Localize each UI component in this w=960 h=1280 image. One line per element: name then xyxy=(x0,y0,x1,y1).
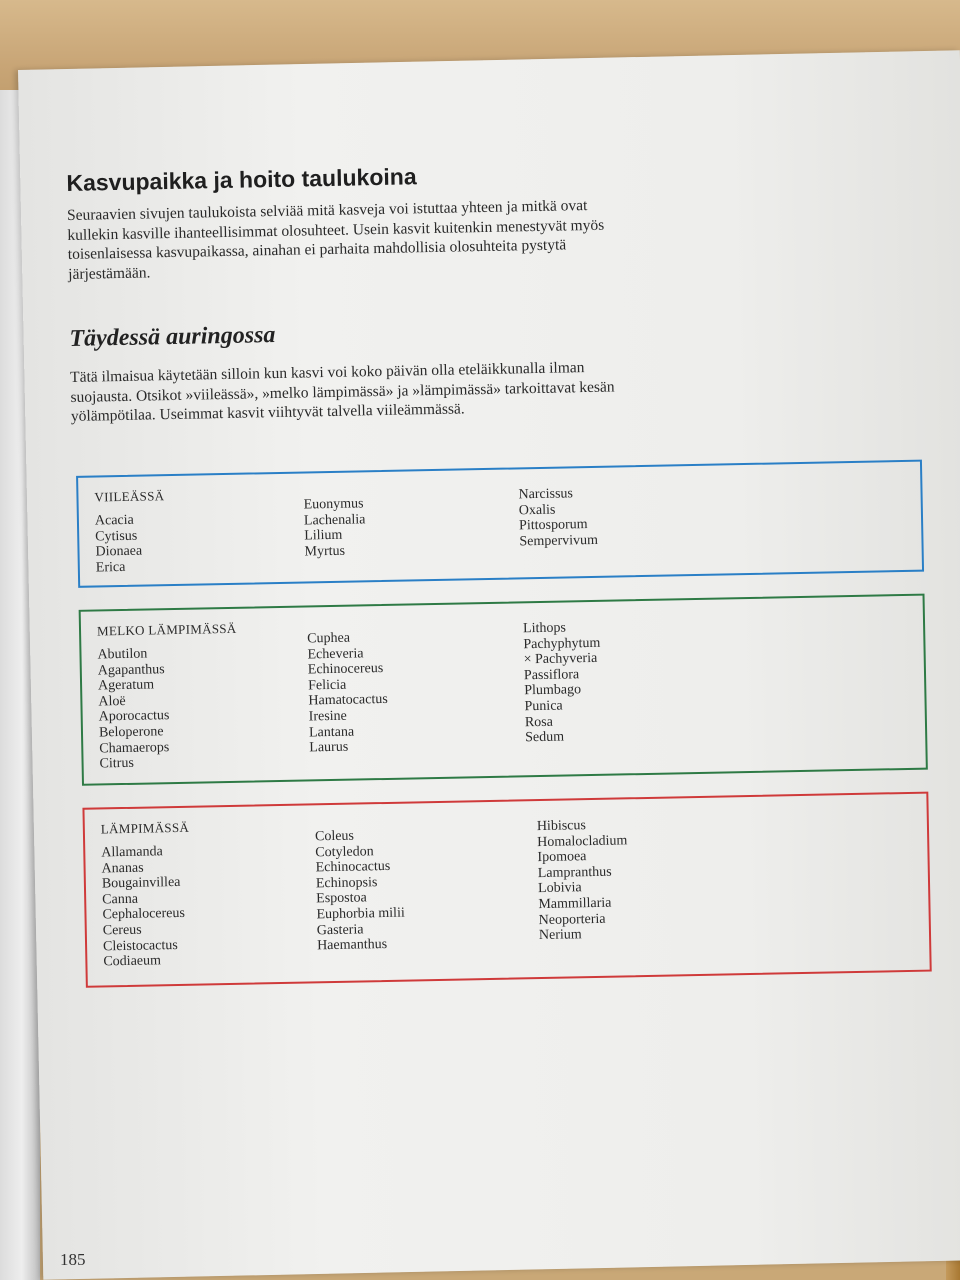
plant-name: Echinopsis xyxy=(315,874,378,892)
plant-name: Punica xyxy=(524,698,563,715)
plant-name: Echinocactus xyxy=(315,859,391,876)
plant-name: Euonymus xyxy=(303,496,364,513)
group-heading: LÄMPIMÄSSÄ xyxy=(100,819,190,837)
plant-name: Citrus xyxy=(99,755,134,772)
plant-name: Cotyledon xyxy=(315,843,374,860)
plant-name: Acacia xyxy=(94,512,134,529)
plant-name: Lachenalia xyxy=(303,511,366,529)
plant-group-warm xyxy=(82,792,931,988)
plant-name: Sedum xyxy=(525,729,565,746)
plant-name: Ananas xyxy=(101,860,144,877)
plant-name: Ageratum xyxy=(97,677,155,694)
plant-column xyxy=(315,828,406,954)
plant-name: Beloperone xyxy=(98,724,164,741)
plant-name: Plumbago xyxy=(524,682,582,699)
plant-name: Lilium xyxy=(304,527,343,544)
plant-name: Oxalis xyxy=(518,502,556,518)
plant-group-fairly-warm xyxy=(79,594,928,786)
plant-name: Felicia xyxy=(307,677,347,694)
plant-name: Euphorbia milii xyxy=(316,905,405,923)
plant-name: Cleistocactus xyxy=(102,937,178,954)
plant-name: Echinocereus xyxy=(307,661,384,678)
plant-name: Abutilon xyxy=(97,646,148,663)
page-number: 185 xyxy=(60,1250,86,1269)
plant-column xyxy=(101,844,186,970)
plant-group-cool xyxy=(76,460,924,588)
plant-name: Agapanthus xyxy=(97,661,165,679)
plant-name: Ipomoea xyxy=(537,849,587,866)
plant-name: Homalocladium xyxy=(537,832,628,850)
page-content xyxy=(66,143,960,1260)
section-description: Tätä ilmaisua käytetään silloin kun kasvi voi koko päivän olla eteläikkunalla ilman suojausta. Otsikot »viileässä», »melko lämpimässä» ja »lämpimässä» tarkoittavat kesän yölämpötilaa. Useimmat kasvit viihtyvät talvella viileämmässä. xyxy=(70,359,615,425)
plant-name: Espostoa xyxy=(316,890,367,907)
plant-column xyxy=(307,630,389,756)
plant-name: × Pachyveria xyxy=(523,651,598,668)
group-heading: VIILEÄSSÄ xyxy=(94,488,165,505)
plant-column xyxy=(97,646,170,772)
plant-column xyxy=(304,496,367,560)
plant-name: Cephalocereus xyxy=(102,906,186,923)
plant-name: Aporocactus xyxy=(98,708,170,725)
plant-column xyxy=(95,513,143,576)
plant-name: Cuphea xyxy=(307,630,351,647)
plant-name: Cytisus xyxy=(95,528,138,545)
plant-name: Lampranthus xyxy=(537,864,612,881)
plant-name: Pittosporum xyxy=(518,517,588,534)
plant-name: Myrtus xyxy=(304,543,346,560)
plant-name: Lithops xyxy=(522,620,567,637)
plant-name: Pachyphytum xyxy=(523,635,601,652)
plant-name: Canna xyxy=(102,891,139,908)
plant-name: Aloë xyxy=(98,693,126,710)
plant-name: Coleus xyxy=(314,828,355,845)
plant-name: Echeveria xyxy=(307,645,364,663)
plant-column xyxy=(518,486,598,550)
plant-name: Hamatocactus xyxy=(308,692,388,709)
plant-name: Lobivia xyxy=(537,880,582,897)
plant-name: Chamaerops xyxy=(99,739,170,757)
plant-name: Narcissus xyxy=(518,486,574,503)
plant-name: Gasteria xyxy=(316,921,364,938)
plant-name: Codiaeum xyxy=(103,953,162,970)
plant-column xyxy=(537,817,630,943)
plant-name: Mammillaria xyxy=(538,895,612,913)
plant-name: Neoporteria xyxy=(538,911,606,928)
plant-name: Iresine xyxy=(308,708,347,725)
plant-name: Passiflora xyxy=(523,667,580,684)
plant-name: Erica xyxy=(95,559,126,576)
plant-name: Rosa xyxy=(524,714,554,730)
section-subtitle: Täydessä auringossa xyxy=(69,322,276,352)
intro-paragraph: Seuraavien sivujen taulukoista selviää mitä kasveja voi istuttaa yhteen ja mitkä ovat kullekin kasville ihanteellisimmat olosuhteet. Usein kasvit kuitenkin menestyvät myös toisenlaisessa kasvupaikassa, ainahan ei parhaita mahdollisia olosuhteita pystytä järjestämään. xyxy=(66,197,605,283)
group-heading: MELKO LÄMPIMÄSSÄ xyxy=(96,620,237,639)
plant-column xyxy=(523,620,602,746)
plant-name: Dionaea xyxy=(95,543,143,560)
plant-name: Lantana xyxy=(308,724,355,741)
plant-name: Hibiscus xyxy=(536,818,587,835)
plant-name: Cereus xyxy=(102,922,142,939)
plant-name: Bougainvillea xyxy=(101,875,181,892)
plant-name: Sempervivum xyxy=(519,532,599,550)
plant-name: Haemanthus xyxy=(316,937,388,954)
page-title: Kasvupaikka ja hoito taulukoina xyxy=(66,163,417,196)
plant-name: Laurus xyxy=(309,739,349,756)
plant-name: Nerium xyxy=(538,927,582,944)
plant-name: Allamanda xyxy=(101,844,163,861)
